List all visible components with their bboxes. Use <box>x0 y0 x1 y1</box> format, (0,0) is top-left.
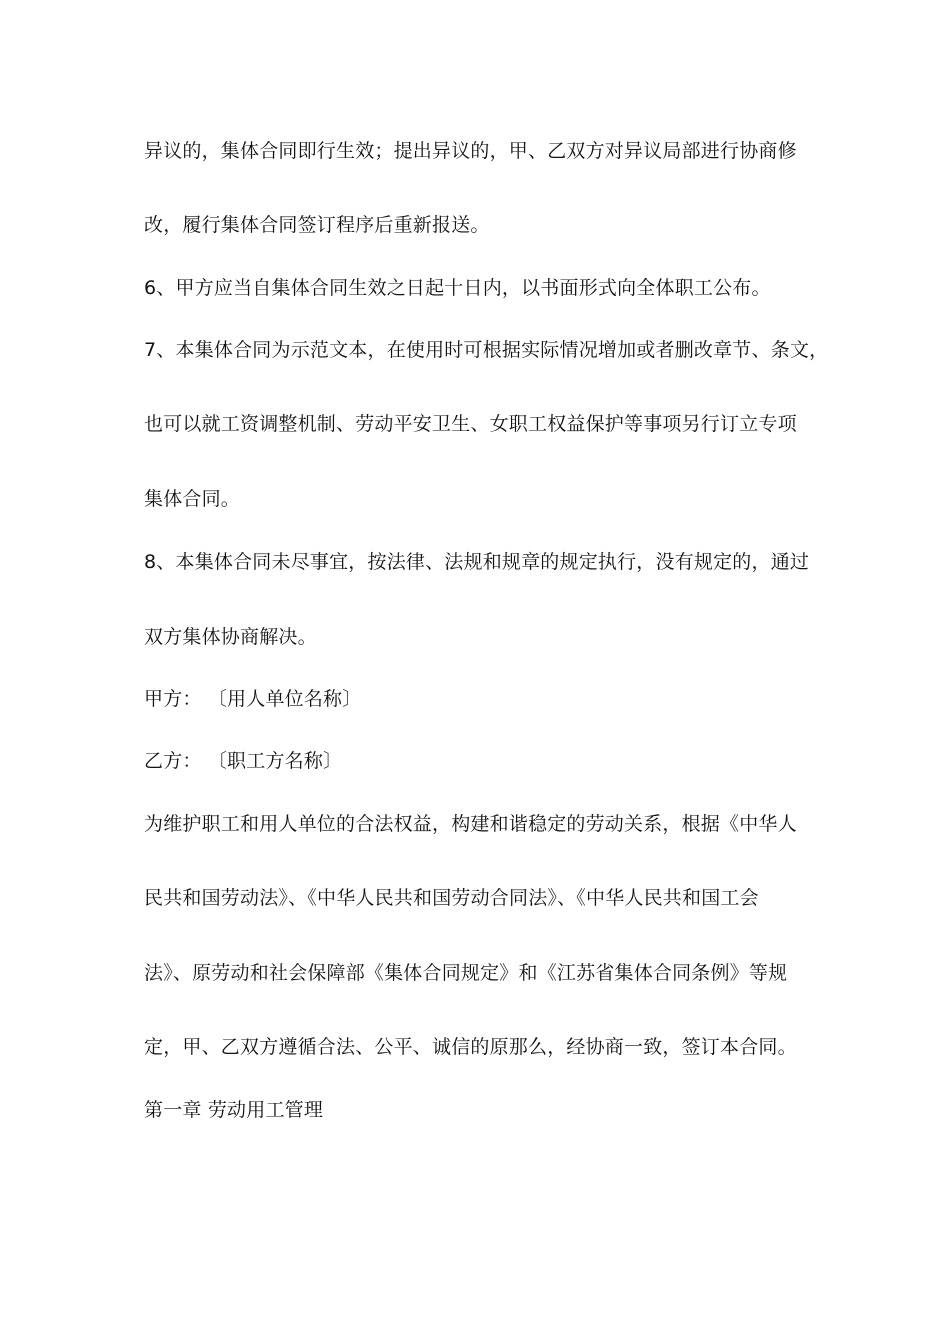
paragraph-line: 也可以就工资调整机制、劳动平安卫生、女职工权益保护等事项另行订立专项 <box>144 413 797 435</box>
chapter-heading: 第一章 劳动用工管理 <box>144 1099 324 1121</box>
preamble-line: 定，甲、乙双方遵循合法、公平、诚信的原那么，经协商一致，签订本合同。 <box>144 1036 797 1058</box>
clause-8: 8、本集体合同未尽事宜，按法律、法规和规章的规定执行，没有规定的，通过 <box>144 551 810 573</box>
clause-6: 6、甲方应当自集体合同生效之日起十日内，以书面形式向全体职工公布。 <box>144 277 771 299</box>
preamble-line: 为维护职工和用人单位的合法权益，构建和谐稳定的劳动关系，根据《中华人 <box>144 813 797 835</box>
paragraph-line: 改，履行集体合同签订程序后重新报送。 <box>144 214 490 236</box>
party-b: 乙方： 〔职工方名称〕 <box>144 750 343 772</box>
paragraph-line: 异议的，集体合同即行生效；提出异议的，甲、乙双方对异议局部进行协商修 <box>144 140 797 162</box>
preamble-line: 民共和国劳动法》、《中华人民共和国劳动合同法》、《中华人民共和国工会 <box>144 887 759 909</box>
party-a: 甲方： 〔用人单位名称〕 <box>144 688 362 710</box>
clause-7: 7、本集体合同为示范文本，在使用时可根据实际情况增加或者删改章节、条文， <box>144 339 829 361</box>
paragraph-line: 集体合同。 <box>144 488 241 510</box>
preamble-line: 法》、原劳动和社会保障部《集体合同规定》和《江苏省集体合同条例》等规 <box>144 962 788 984</box>
paragraph-line: 双方集体协商解决。 <box>144 626 317 648</box>
